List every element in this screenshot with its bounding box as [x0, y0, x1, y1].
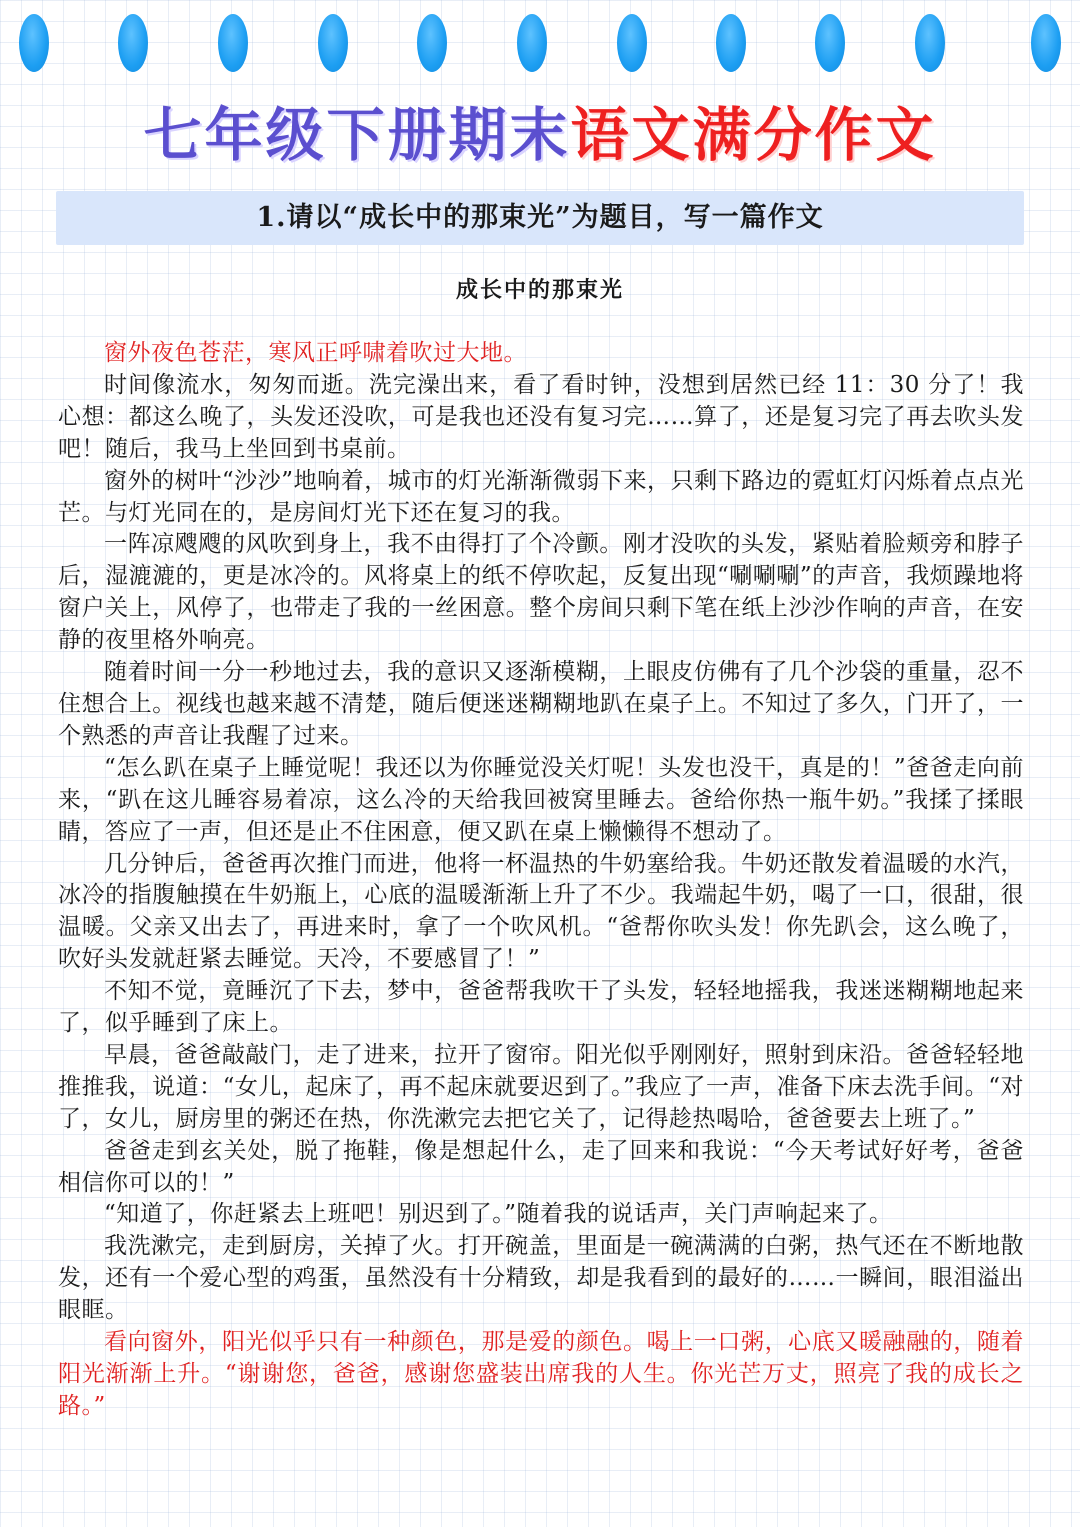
binder-hole-icon — [716, 14, 746, 72]
essay-paragraph: 时间像流水，匆匆而逝。洗完澡出来，看了看时钟，没想到居然已经 11：30 分了！我心想：都这么晚了，头发还没吹，可是我也还没有复习完……算了，还是复习完了再去吹头发吧！随后，我马上坐回到书桌前。 — [58, 371, 1024, 462]
essay-paragraph: “知道了，你赶紧去上班吧！别迟到了。”随着我的说话声，关门声响起来了。 — [104, 1201, 893, 1228]
page-title — [0, 100, 1080, 170]
essay-paragraph: 随着时间一分一秒地过去，我的意识又逐渐模糊，上眼皮仿佛有了几个沙袋的重量，忍不住想合上。视线也越来越不清楚，随后便迷迷糊糊地趴在桌子上。不知过了多久，门开了，一个熟悉的声音让我醒了过来。 — [58, 659, 1024, 749]
binder-hole-icon — [815, 14, 845, 72]
binder-hole-icon — [617, 14, 647, 72]
essay-paragraph: 早晨，爸爸敲敲门，走了进来，拉开了窗帘。阳光似乎刚刚好，照射到床沿。爸爸轻轻地推推我，说道：“女儿，起床了，再不起床就要迟到了。”我应了一声，准备下床去洗手间。“对了，女儿，厨房里的粥还在热，你洗漱完去把它关了，记得趁热喝哈，爸爸要去上班了。” — [58, 1041, 1024, 1132]
essay-title: 成长中的那束光 — [455, 277, 624, 303]
page-title-part1: 七年级下册期末 — [143, 101, 571, 169]
essay-paragraph: 爸爸走到玄关处，脱了拖鞋，像是想起什么，走了回来和我说：“今天考试好好考，爸爸相信你可以的！” — [58, 1137, 1024, 1196]
prompt-banner — [56, 191, 1024, 245]
essay-paragraph: 窗外的树叶“沙沙”地响着，城市的灯光渐渐微弱下来，只剩下路边的霓虹灯闪烁着点点光芒。与灯光同在的，是房间灯光下还在复习的我。 — [58, 467, 1024, 526]
binder-hole-icon — [417, 14, 447, 72]
essay-paragraph: “怎么趴在桌子上睡觉呢！我还以为你睡觉没关灯呢！头发也没干，真是的！”爸爸走向前来，“趴在这儿睡容易着凉，这么冷的天给我回被窝里睡去。爸给你热一瓶牛奶。”我揉了揉眼睛，答应了一声，但还是止不住困意，便又趴在桌上懒懒得不想动了。 — [58, 754, 1024, 845]
essay-paragraph: 不知不觉，竟睡沉了下去，梦中，爸爸帮我吹干了头发，轻轻地摇我，我迷迷糊糊地起来了，似乎睡到了床上。 — [58, 978, 1024, 1037]
binder-hole-icon — [218, 14, 248, 72]
binder-hole-icon — [318, 14, 348, 72]
binder-hole-icon — [517, 14, 547, 72]
binder-hole-icon — [1031, 14, 1061, 72]
binder-holes — [0, 0, 1080, 80]
binder-hole-icon — [19, 14, 49, 72]
essay-paragraph: 一阵凉飕飕的风吹到身上，我不由得打了个冷颤。刚才没吹的头发，紧贴着脸颊旁和脖子后，湿漉漉的，更是冰冷的。风将桌上的纸不停吹起，反复出现“唰唰唰”的声音，我烦躁地将窗户关上，风停了，也带走了我的一丝困意。整个房间只剩下笔在纸上沙沙作响的声音，在安静的夜里格外响亮。 — [58, 531, 1024, 654]
binder-hole-icon — [118, 14, 148, 72]
essay-paragraph: 看向窗外，阳光似乎只有一种颜色，那是爱的颜色。喝上一口粥，心底又暖融融的，随着阳光渐渐上升。“谢谢您，爸爸，感谢您盛装出席我的人生。你光芒万丈，照亮了我的成长之路。” — [58, 1329, 1024, 1419]
essay-paragraph: 窗外夜色苍茫，寒风正呼啸着吹过大地。 — [104, 340, 527, 366]
prompt-text: 1.请以“成长中的那束光”为题目，写一篇作文 — [256, 202, 824, 233]
essay-paragraph: 我洗漱完，走到厨房，关掉了火。打开碗盖，里面是一碗满满的白粥，热气还在不断地散发，还有一个爱心型的鸡蛋，虽然没有十分精致，却是我看到的最好的……一瞬间，眼泪溢出眼眶。 — [58, 1233, 1024, 1324]
essay-body — [58, 338, 1024, 1423]
page-title-part2: 语文满分作文 — [570, 101, 937, 169]
binder-hole-icon — [915, 14, 945, 72]
essay-paragraph: 几分钟后，爸爸再次推门而进，他将一杯温热的牛奶塞给我。牛奶还散发着温暖的水汽，冰冷的指腹触摸在牛奶瓶上，心底的温暖渐渐上升了不少。我端起牛奶，喝了一口，很甜，很温暖。父亲又出去了，再进来时，拿了一个吹风机。“爸帮你吹头发！你先趴会，这么晚了，吹好头发就赶紧去睡觉。天冷，不要感冒了！” — [58, 850, 1024, 973]
